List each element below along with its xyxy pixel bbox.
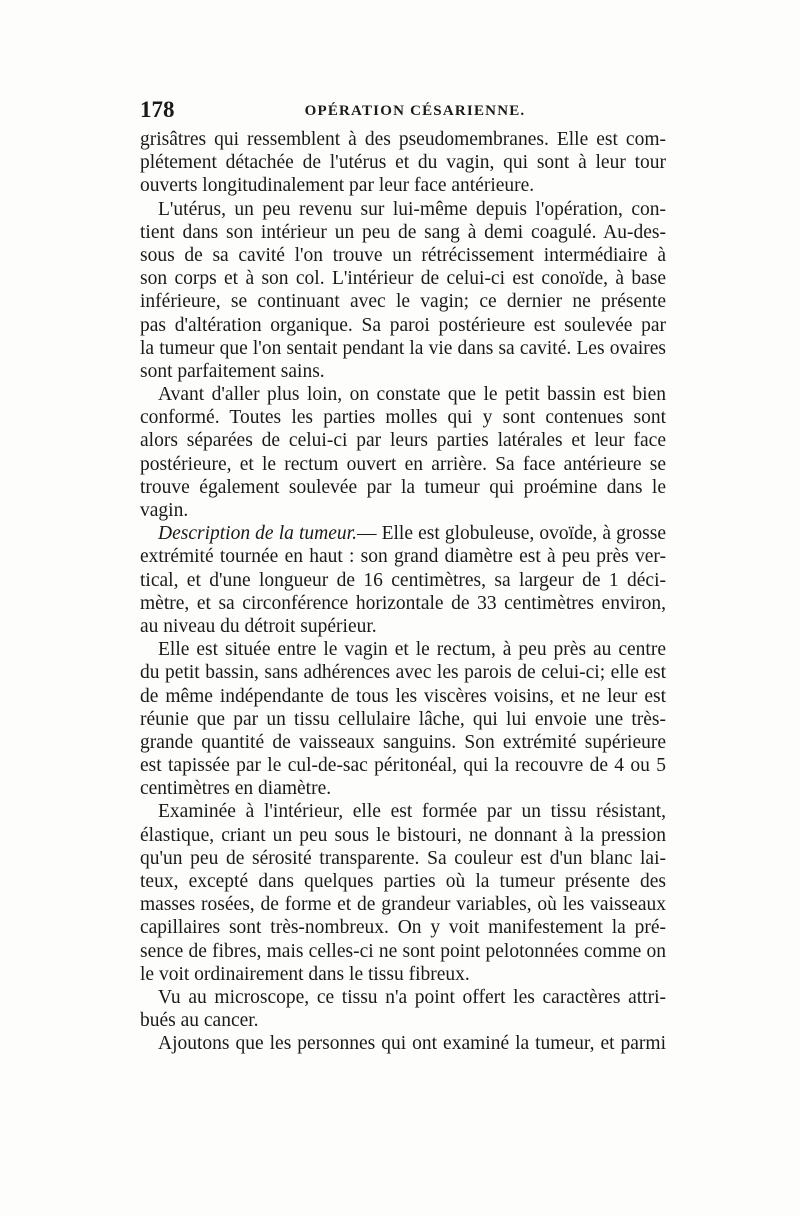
section-heading-line [140, 522, 666, 545]
text-line: grisâtres qui ressemblent à des pseudomembranes. Elle est com- [140, 129, 666, 150]
text-line: qu'un peu de sérosité transparente. Sa couleur est d'un blanc lai- [140, 847, 666, 869]
text-line: capillaires sont très-nombreux. On y voit manifestement la pré- [140, 917, 666, 939]
text-line: au niveau du détroit supérieur. [140, 615, 377, 637]
text-line: réunie que par un tissu cellulaire lâche, qui lui envoie une très- [140, 708, 666, 730]
text-line: pas d'altération organique. Sa paroi postérieure est soulevée par [140, 314, 666, 336]
text-line: Vu au microscope, ce tissu n'a point offert les caractères attri- [158, 986, 666, 1008]
page-number: 178 [140, 97, 175, 122]
text-line: bués au cancer. [140, 1010, 259, 1032]
text-line: teux, excepté dans quelques parties où la tumeur présente des [140, 871, 666, 892]
text-line: la tumeur que l'on sentait pendant la vie dans sa cavité. Les ovaires [140, 337, 666, 359]
text-line: alors séparées de celui-ci par leurs parties latérales et leur face [140, 430, 666, 452]
text-line: de même indépendante de tous les viscères voisins, et ne leur est [140, 685, 666, 707]
text-line: sence de fibres, mais celles-ci ne sont point pelotonnées comme on [140, 940, 666, 962]
running-head: OPÉRATION CÉSARIENNE. [304, 103, 526, 119]
section-heading-dash: — [356, 523, 377, 545]
text-line: ouverts longitudinalement par leur face antérieure. [140, 175, 535, 197]
text-line: masses rosées, de forme et de grandeur variables, où les vaisseaux [140, 894, 666, 916]
text-line: son corps et à son col. L'intérieur de celui-ci est conoïde, à base [140, 268, 666, 290]
text-line: extrémité tournée en haut : son grand diamètre est à peu près ver- [140, 546, 666, 568]
text-line: conformé. Toutes les parties molles qui y sont contenues sont [140, 407, 666, 429]
text-line: L'utérus, un peu revenu sur lui-même depuis l'opération, con- [158, 198, 666, 220]
text-line: élastique, criant un peu sous le bistouri, ne donnant à la pression [140, 824, 666, 846]
text-line: Avant d'aller plus loin, on constate que le petit bassin est bien [158, 384, 666, 406]
text-line: Elle est globuleuse, ovoïde, à grosse [381, 523, 666, 545]
text-line: plétement détachée de l'utérus et du vagin, qui sont à leur tour [140, 152, 666, 174]
body-text [140, 128, 666, 1056]
text-line: mètre, et sa circonférence horizontale de 33 centimètres environ, [140, 592, 666, 614]
text-line: grande quantité de vaisseaux sanguins. Son extrémité supérieure [140, 731, 666, 753]
text-line: postérieure, et le rectum ouvert en arrière. Sa face antérieure se [140, 453, 666, 475]
page-header [140, 96, 666, 124]
text-line: du petit bassin, sans adhérences avec les parois de celui-ci; elle est [140, 662, 666, 684]
text-line: Ajoutons que les personnes qui ont examiné la tumeur, et parmi [158, 1033, 666, 1055]
text-line: tical, et d'une longueur de 16 centimètres, sa largeur de 1 déci- [140, 569, 666, 591]
text-line: sous de sa cavité l'on trouve un rétrécissement intermédiaire à [140, 244, 666, 266]
text-line: vagin. [140, 500, 189, 521]
section-heading: Description de la tumeur. [158, 523, 357, 545]
text-line: inférieure, se continuant avec le vagin; ce dernier ne présente [140, 291, 666, 313]
text-line: trouve également soulevée par la tumeur qui proémine dans le [140, 476, 666, 498]
text-line: sont parfaitement sains. [140, 360, 325, 382]
text-line: Examinée à l'intérieur, elle est formée par un tissu résistant, [158, 801, 666, 823]
text-line: Elle est située entre le vagin et le rectum, à peu près au centre [158, 639, 666, 661]
text-line: est tapissée par le cul-de-sac péritonéal, qui la recouvre de 4 ou 5 [140, 755, 666, 777]
text-line: tient dans son intérieur un peu de sang à demi coagulé. Au-des- [140, 221, 666, 243]
text-line: le voit ordinairement dans le tissu fibreux. [140, 963, 470, 985]
text-line: centimètres en diamètre. [140, 778, 332, 800]
